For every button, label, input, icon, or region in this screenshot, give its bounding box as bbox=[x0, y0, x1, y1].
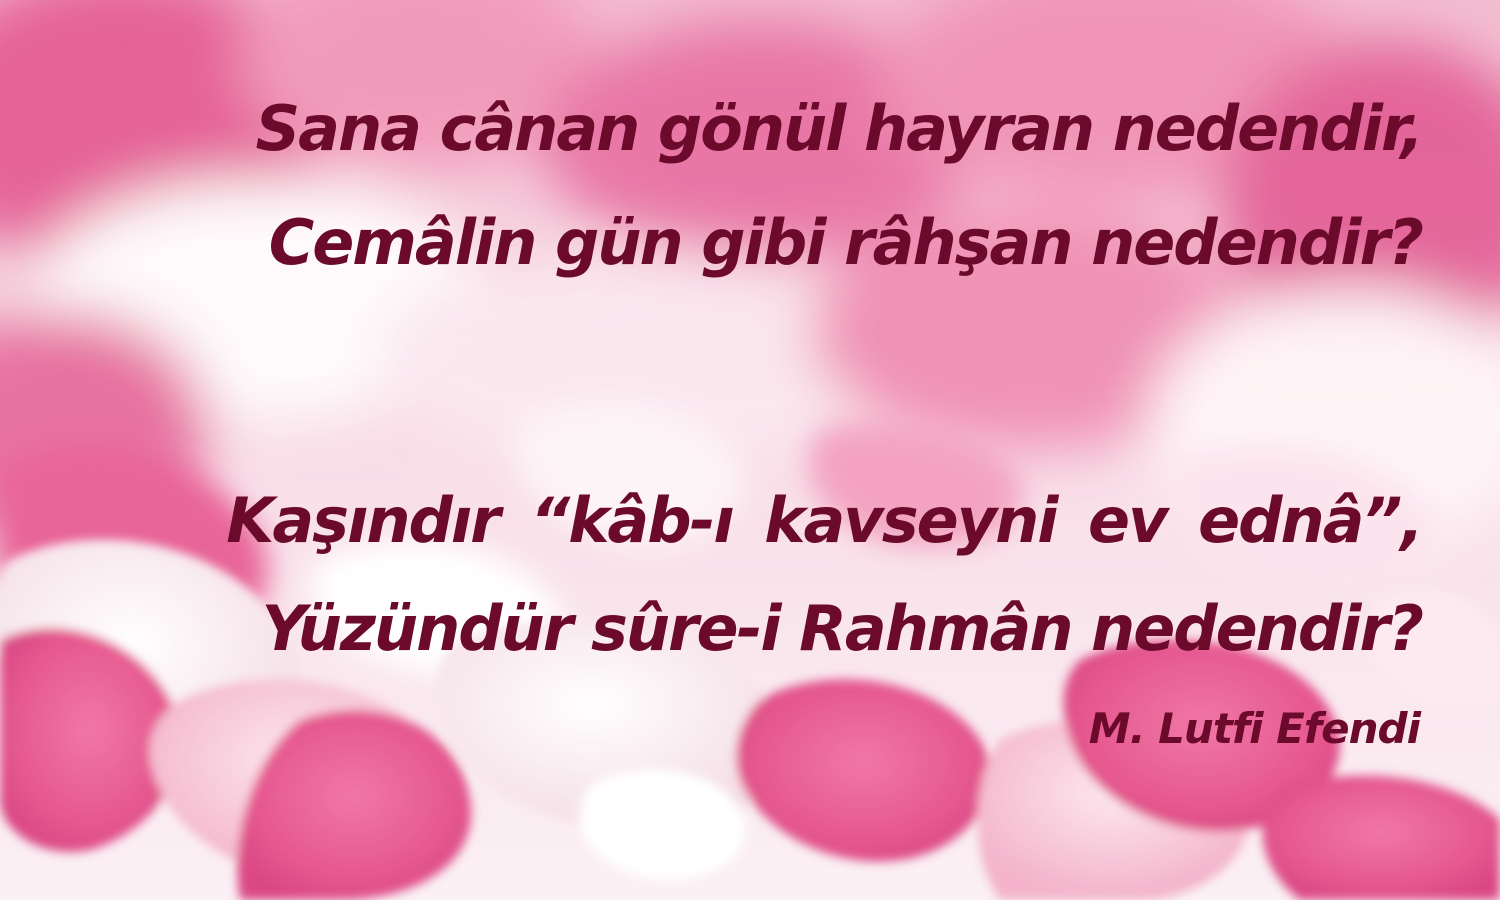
verse1-line1: Sana cânan gönül hayran nedendir, bbox=[255, 92, 1422, 165]
author-attribution: M. Lutfi Efendi bbox=[1088, 704, 1420, 753]
verse1-line2: Cemâlin gün gibi râhşan nedendir? bbox=[268, 206, 1422, 279]
verse2-line1: Kaşındır “kâb-ı kavseyni ev ednâ”, bbox=[226, 484, 1422, 557]
verse2-line2: Yüzündür sûre-i Rahmân nedendir? bbox=[261, 592, 1422, 665]
